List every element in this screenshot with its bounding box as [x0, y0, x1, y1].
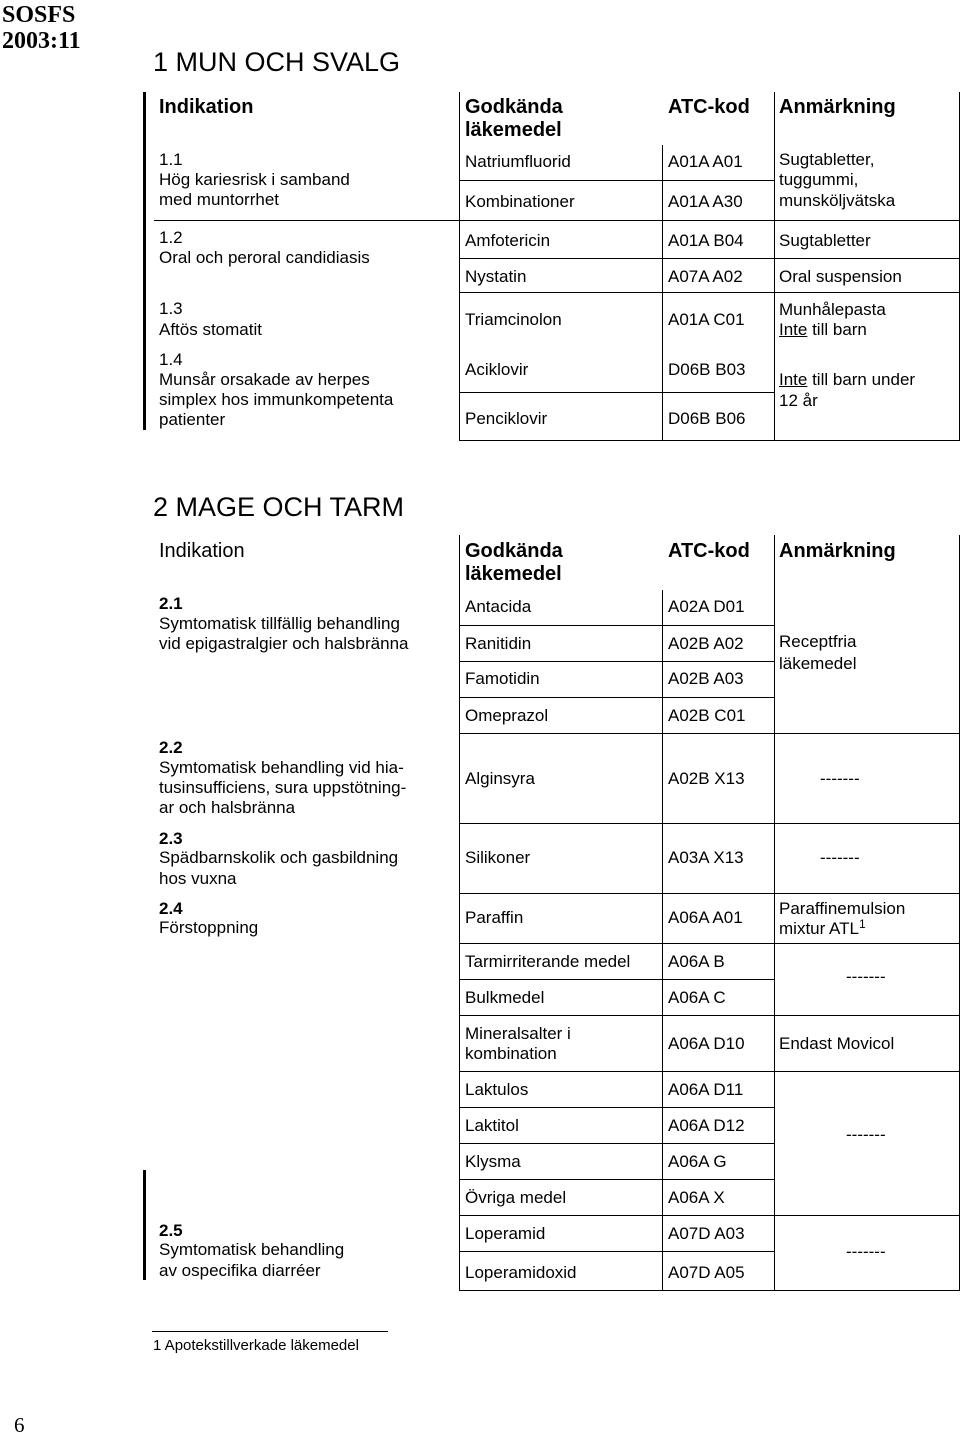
indication-number: 1.3 [159, 299, 183, 318]
row-divider [459, 661, 774, 662]
drug-name: Silikoner [465, 848, 531, 867]
drug-name: Övriga medel [465, 1188, 567, 1207]
drug-name: Ranitidin [465, 634, 532, 653]
row-divider [459, 823, 960, 824]
atc-code: A06A X [668, 1188, 725, 1207]
drug-name: Omeprazol [465, 706, 549, 725]
remark-paraffin-mixtur: mixtur ATL [779, 919, 859, 938]
atc-code: A07D A03 [668, 1224, 745, 1243]
indication-text: Förstoppning [159, 918, 259, 937]
indication-text: Hög kariesrisk i samband [159, 170, 350, 189]
footnote [153, 1336, 359, 1356]
atc-code: A02A D01 [668, 597, 745, 616]
col-divider [662, 590, 663, 1290]
document-code-line2: 2003:11 [2, 28, 81, 54]
atc-code: A02B X13 [668, 769, 745, 788]
remark-text: Paraffinemulsion [779, 899, 906, 918]
indication-text: simplex hos immunkompetenta [159, 390, 394, 409]
drug-name: Loperamid [465, 1224, 546, 1243]
atc-code: A06A A01 [668, 908, 743, 927]
drug-name: Antacida [465, 597, 532, 616]
drug-name: Paraffin [465, 908, 524, 927]
indication-number: 2.1 [159, 594, 183, 613]
drug-name: Nystatin [465, 267, 527, 286]
col-header-anmarkning: Anmärkning [779, 96, 896, 118]
indication-text: Aftös stomatit [159, 320, 262, 339]
row-divider [459, 733, 960, 734]
row-divider [459, 1179, 774, 1180]
document-code [2, 2, 81, 54]
indication-text: vid epigastralgier och halsbränna [159, 634, 409, 653]
atc-code: A02B C01 [668, 706, 746, 725]
drug-name: Laktulos [465, 1080, 529, 1099]
remark-text: Sugtabletter [779, 231, 871, 250]
remark-text: Receptfria [779, 632, 857, 651]
atc-code: A06A D12 [668, 1116, 745, 1135]
col-header-indikation: Indikation [159, 540, 245, 562]
remark-text: tuggummi, [779, 170, 859, 189]
row-divider [459, 893, 960, 894]
indication-number: 2.5 [159, 1221, 183, 1240]
footnote-text: Apotekstillverkade läkemedel [161, 1337, 359, 1354]
col-divider [459, 535, 460, 1290]
indication-text: Spädbarnskolik och gasbildning [159, 848, 399, 867]
drug-name: Triamcinolon [465, 310, 562, 329]
indication-text: hos vuxna [159, 869, 237, 888]
atc-code: D06B B03 [668, 360, 746, 379]
col-header-godkanda: Godkända [465, 540, 563, 562]
indication-text: ar och halsbränna [159, 798, 296, 817]
row-divider [459, 1290, 960, 1291]
row-divider [459, 392, 774, 393]
indication-text: av ospecifika diarréer [159, 1261, 321, 1280]
col-divider [774, 92, 775, 440]
drug-name: Loperamidoxid [465, 1263, 577, 1282]
row-divider [459, 440, 960, 441]
row-divider [459, 292, 960, 293]
drug-name: Laktitol [465, 1116, 519, 1135]
section-1-title: 1 MUN OCH SVALG [153, 47, 401, 77]
row-divider [459, 943, 960, 944]
indication-number: 1.4 [159, 350, 183, 369]
page-number: 6 [14, 1413, 25, 1437]
remark-text: Oral suspension [779, 267, 902, 286]
remark-dash: ------- [846, 1242, 886, 1261]
remark-rest: till barn under [807, 370, 916, 389]
col-divider [662, 145, 663, 440]
drug-name: Famotidin [465, 669, 540, 688]
atc-code: A01A C01 [668, 310, 745, 329]
col-header-atc: ATC-kod [668, 540, 750, 562]
atc-code: A07D A05 [668, 1263, 745, 1282]
drug-name: Natriumfluorid [465, 152, 571, 171]
drug-name: Penciklovir [465, 409, 548, 428]
atc-code: A06A D11 [668, 1080, 744, 1099]
remark-text [779, 919, 866, 939]
row-divider [459, 180, 774, 181]
col-header-atc: ATC-kod [668, 96, 750, 118]
col-header-godkanda-2: läkemedel [465, 563, 562, 585]
col-header-godkanda: Godkända [465, 96, 563, 118]
indication-text: tusinsufficiens, sura uppstötning- [159, 778, 407, 797]
remark-text [779, 370, 915, 390]
remark-text: Endast Movicol [779, 1034, 895, 1053]
drug-name: Klysma [465, 1152, 521, 1171]
indication-text: Symtomatisk behandling vid hia- [159, 758, 404, 777]
remark-text: läkemedel [779, 654, 857, 673]
indication-number: 1.1 [159, 150, 183, 169]
atc-code: A02B A02 [668, 634, 744, 653]
remark-dash: ------- [820, 769, 860, 788]
indication-text: med muntorrhet [159, 190, 279, 209]
remark-underlined: Inte [779, 320, 808, 339]
indication-text: Oral och peroral candidiasis [159, 248, 370, 267]
row-divider [459, 1251, 774, 1252]
drug-name: kombination [465, 1044, 557, 1063]
row-divider [154, 220, 960, 221]
drug-name: Mineralsalter i [465, 1024, 571, 1043]
row-divider [459, 258, 960, 259]
remark-text [779, 320, 867, 340]
drug-name: Bulkmedel [465, 988, 545, 1007]
remark-text: munsköljvätska [779, 191, 896, 210]
margin-change-bar [143, 92, 146, 430]
margin-change-bar [143, 1170, 146, 1280]
atc-code: A02B A03 [668, 669, 744, 688]
atc-code: A01A A30 [668, 192, 743, 211]
drug-name: Kombinationer [465, 192, 575, 211]
remark-text: 12 år [779, 391, 818, 410]
atc-code: A06A C [668, 988, 726, 1007]
col-divider [774, 535, 775, 1290]
indication-text: Symtomatisk tillfällig behandling [159, 614, 400, 633]
indication-text: Munsår orsakade av herpes [159, 370, 370, 389]
row-divider [459, 1015, 960, 1016]
row-divider [459, 1071, 960, 1072]
indication-number: 1.2 [159, 228, 183, 247]
col-header-anmarkning: Anmärkning [779, 540, 896, 562]
atc-code: A06A G [668, 1152, 727, 1171]
row-divider [459, 979, 774, 980]
atc-code: A06A D10 [668, 1034, 745, 1053]
indication-number: 2.4 [159, 899, 183, 918]
indication-number: 2.2 [159, 738, 183, 757]
col-header-indikation: Indikation [159, 96, 254, 118]
remark-rest: till barn [807, 320, 867, 339]
remark-underlined: Inte [779, 370, 808, 389]
drug-name: Tarmirriterande medel [465, 952, 631, 971]
row-divider [459, 1215, 960, 1216]
atc-code: D06B B06 [668, 409, 746, 428]
atc-code: A03A X13 [668, 848, 744, 867]
remark-dash: ------- [846, 967, 886, 986]
section-2-title: 2 MAGE OCH TARM [153, 492, 405, 522]
document-code-line1: SOSFS [2, 2, 76, 28]
row-divider [459, 697, 774, 698]
footnote-ref: 1 [858, 917, 866, 931]
remark-dash: ------- [820, 848, 860, 867]
col-header-godkanda-2: läkemedel [465, 119, 562, 141]
row-divider [459, 1107, 774, 1108]
footnote-number: 1 [153, 1337, 162, 1354]
drug-name: Aciklovir [465, 360, 529, 379]
drug-name: Alginsyra [465, 769, 535, 788]
atc-code: A07A A02 [668, 267, 743, 286]
atc-code: A06A B [668, 952, 725, 971]
atc-code: A01A A01 [668, 152, 743, 171]
remark-text: Sugtabletter, [779, 150, 875, 169]
atc-code: A01A B04 [668, 231, 744, 250]
drug-name: Amfotericin [465, 231, 551, 250]
footnote-rule [152, 1331, 388, 1332]
indication-number: 2.3 [159, 829, 183, 848]
row-divider [459, 625, 774, 626]
col-divider [459, 92, 460, 440]
indication-text: Symtomatisk behandling [159, 1240, 345, 1259]
row-divider [459, 1143, 774, 1144]
remark-text: Munhålepasta [779, 300, 886, 319]
indication-text: patienter [159, 410, 226, 429]
remark-dash: ------- [846, 1125, 886, 1144]
